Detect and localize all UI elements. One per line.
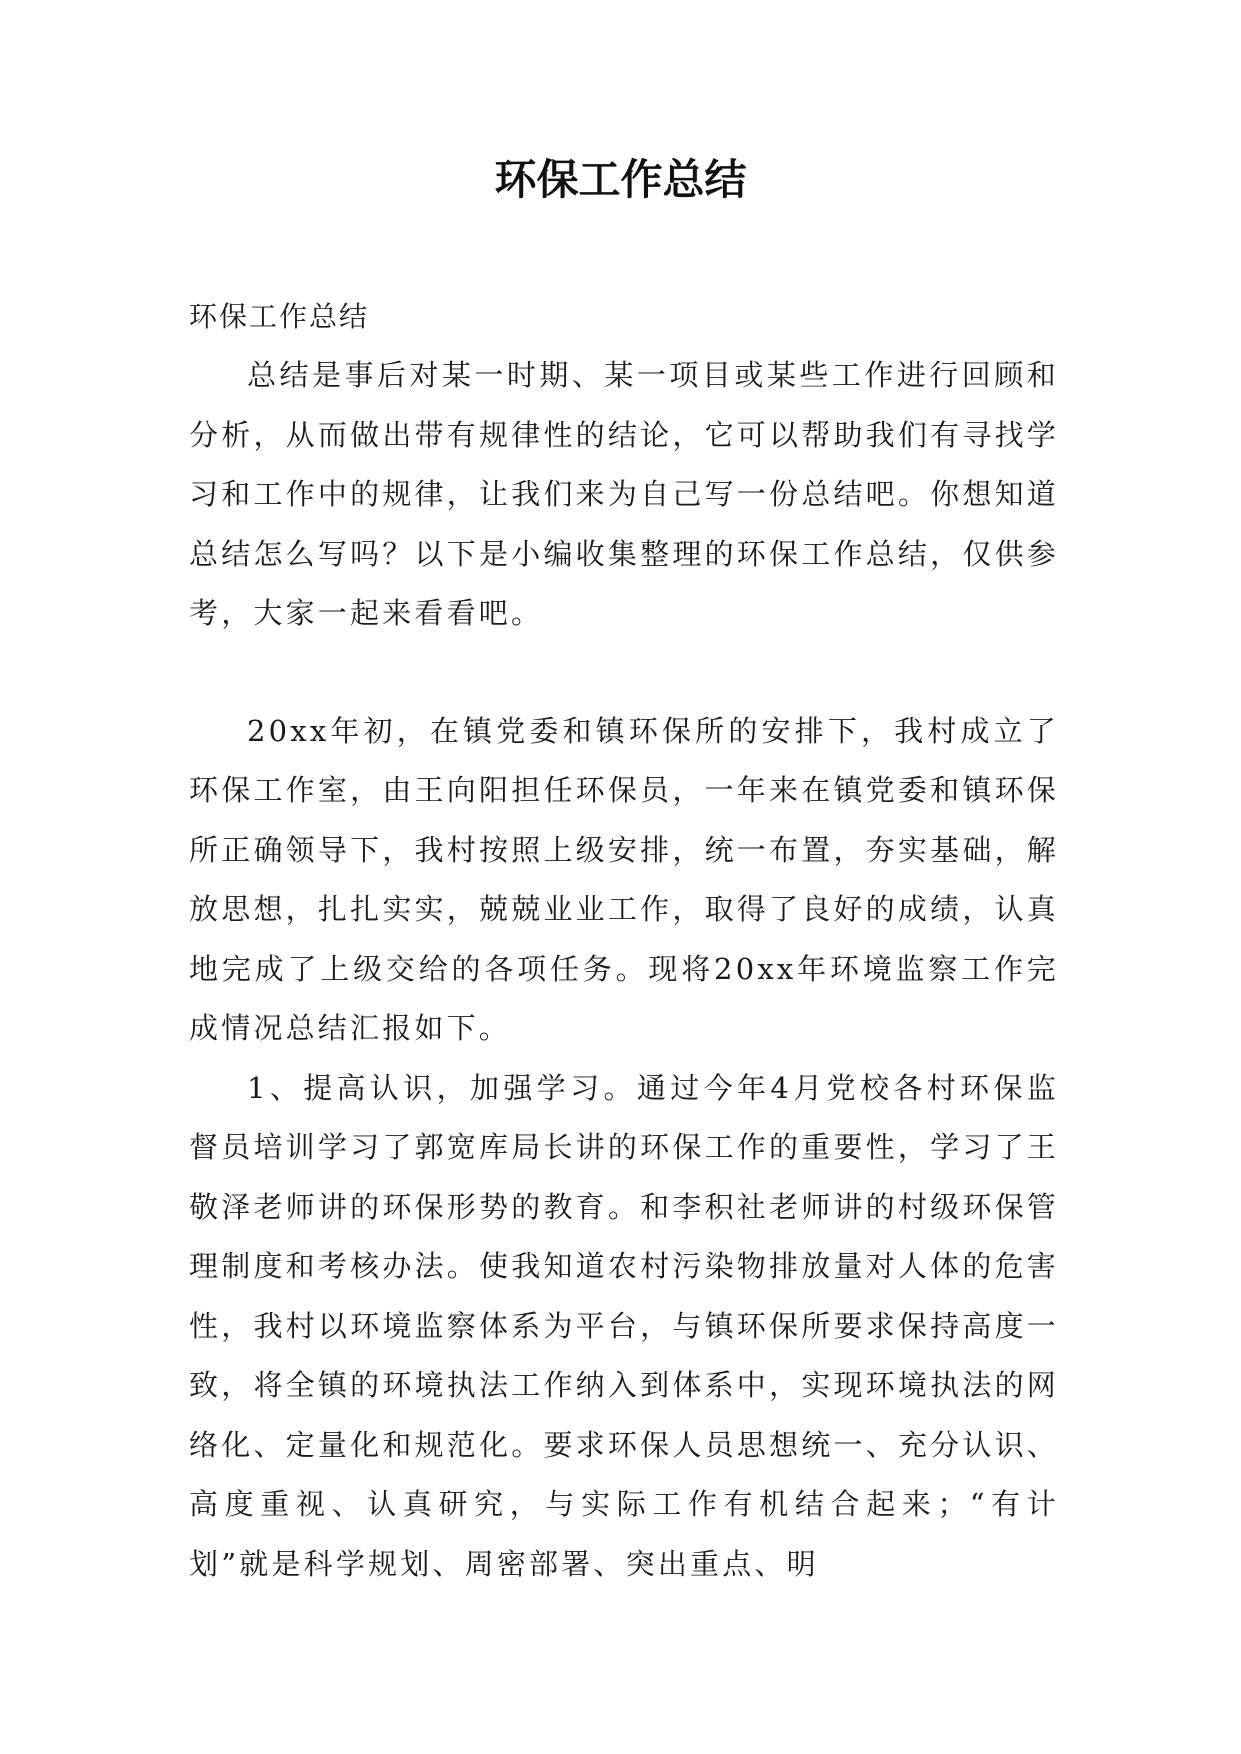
paragraph-overview: 20xx年初，在镇党委和镇环保所的安排下，我村成立了环保工作室，由王向阳担任环保员，一年来在镇党委和镇环保所正确领导下，我村按照上级安排，统一布置，夯实基础，解放思想，扎扎实实，兢兢业业工作，取得了良好的成绩，认真地完成了上级交给的各项任务。现将20xx年环境监察工作完成情况总结汇报如下。 bbox=[189, 713, 1059, 1045]
paragraph-intro: 总结是事后对某一时期、某一项目或某些工作进行回顾和分析，从而做出带有规律性的结论，它可以帮助我们有寻找学习和工作中的规律，让我们来为自己写一份总结吧。你想知道总结怎么写吗？以下是小编收集整理的环保工作总结，仅供参考，大家一起来看看吧。 bbox=[189, 358, 1059, 630]
document-subtitle: 环保工作总结 bbox=[189, 300, 370, 333]
paragraph-spacer bbox=[189, 644, 1059, 702]
document-body bbox=[189, 288, 1059, 1594]
paragraph-section-1: 1、提高认识，加强学习。通过今年4月党校各村环保监督员培训学习了郭宽库局长讲的环保工作的重要性，学习了王敬泽老师讲的环保形势的教育。和李积社老师讲的村级环保管理制度和考核办法。使我知道农村污染物排放量对人体的危害性，我村以环境监察体系为平台，与镇环保所要求保持高度一致，将全镇的环境执法工作纳入到体系中，实现环境执法的网络化、定量化和规范化。要求环保人员思想统一、充分认识、高度重视、认真研究，与实际工作有机结合起来；“有计划”就是科学规划、周密部署、突出重点、明 bbox=[189, 1070, 1059, 1581]
document-title: 环保工作总结 bbox=[494, 155, 747, 204]
